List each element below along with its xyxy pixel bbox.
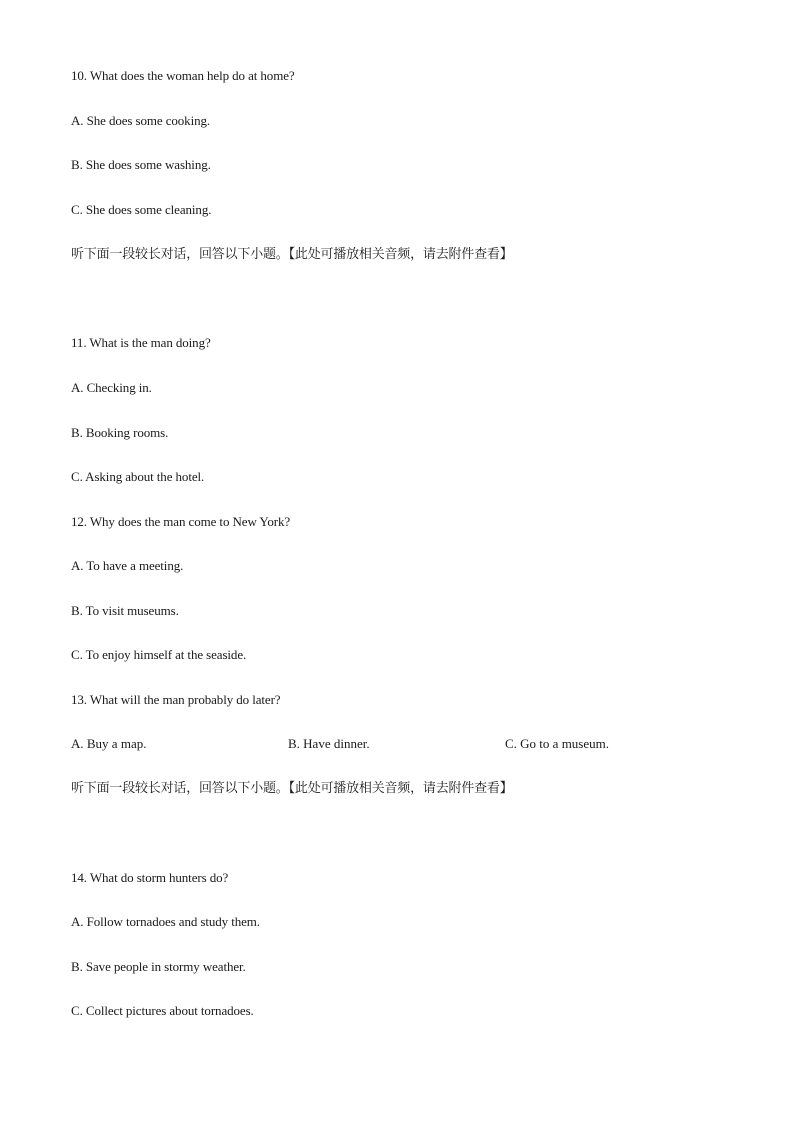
question-11: 11. What is the man doing? bbox=[71, 335, 211, 350]
question-12: 12. Why does the man come to New York? bbox=[71, 514, 291, 529]
question-13: 13. What will the man probably do later? bbox=[71, 692, 281, 707]
q13-option-c: C. Go to a museum. bbox=[505, 736, 609, 751]
q13-option-b: B. Have dinner. bbox=[288, 736, 370, 751]
q13-option-a: A. Buy a map. bbox=[71, 736, 147, 751]
q10-option-b: B. She does some washing. bbox=[71, 157, 211, 172]
q10-option-a: A. She does some cooking. bbox=[71, 113, 211, 128]
listening-instruction: 听下面一段较长对话，回答以下小题。【此处可播放相关音频，请去附件查看】 bbox=[71, 247, 513, 262]
q13-options-row bbox=[71, 736, 671, 752]
q12-option-b: B. To visit museums. bbox=[71, 603, 179, 618]
q12-option-c: C. To enjoy himself at the seaside. bbox=[71, 647, 247, 662]
q11-option-b: B. Booking rooms. bbox=[71, 425, 169, 440]
q14-option-c: C. Collect pictures about tornadoes. bbox=[71, 1003, 254, 1018]
q14-option-a: A. Follow tornadoes and study them. bbox=[71, 914, 260, 929]
q11-option-c: C. Asking about the hotel. bbox=[71, 469, 205, 484]
q12-option-a: A. To have a meeting. bbox=[71, 558, 184, 573]
q11-option-a: A. Checking in. bbox=[71, 380, 152, 395]
q14-option-b: B. Save people in stormy weather. bbox=[71, 959, 246, 974]
question-14: 14. What do storm hunters do? bbox=[71, 870, 229, 885]
q10-option-c: C. She does some cleaning. bbox=[71, 202, 212, 217]
listening-instruction: 听下面一段较长对话，回答以下小题。【此处可播放相关音频，请去附件查看】 bbox=[71, 781, 513, 796]
question-10: 10. What does the woman help do at home? bbox=[71, 68, 295, 83]
